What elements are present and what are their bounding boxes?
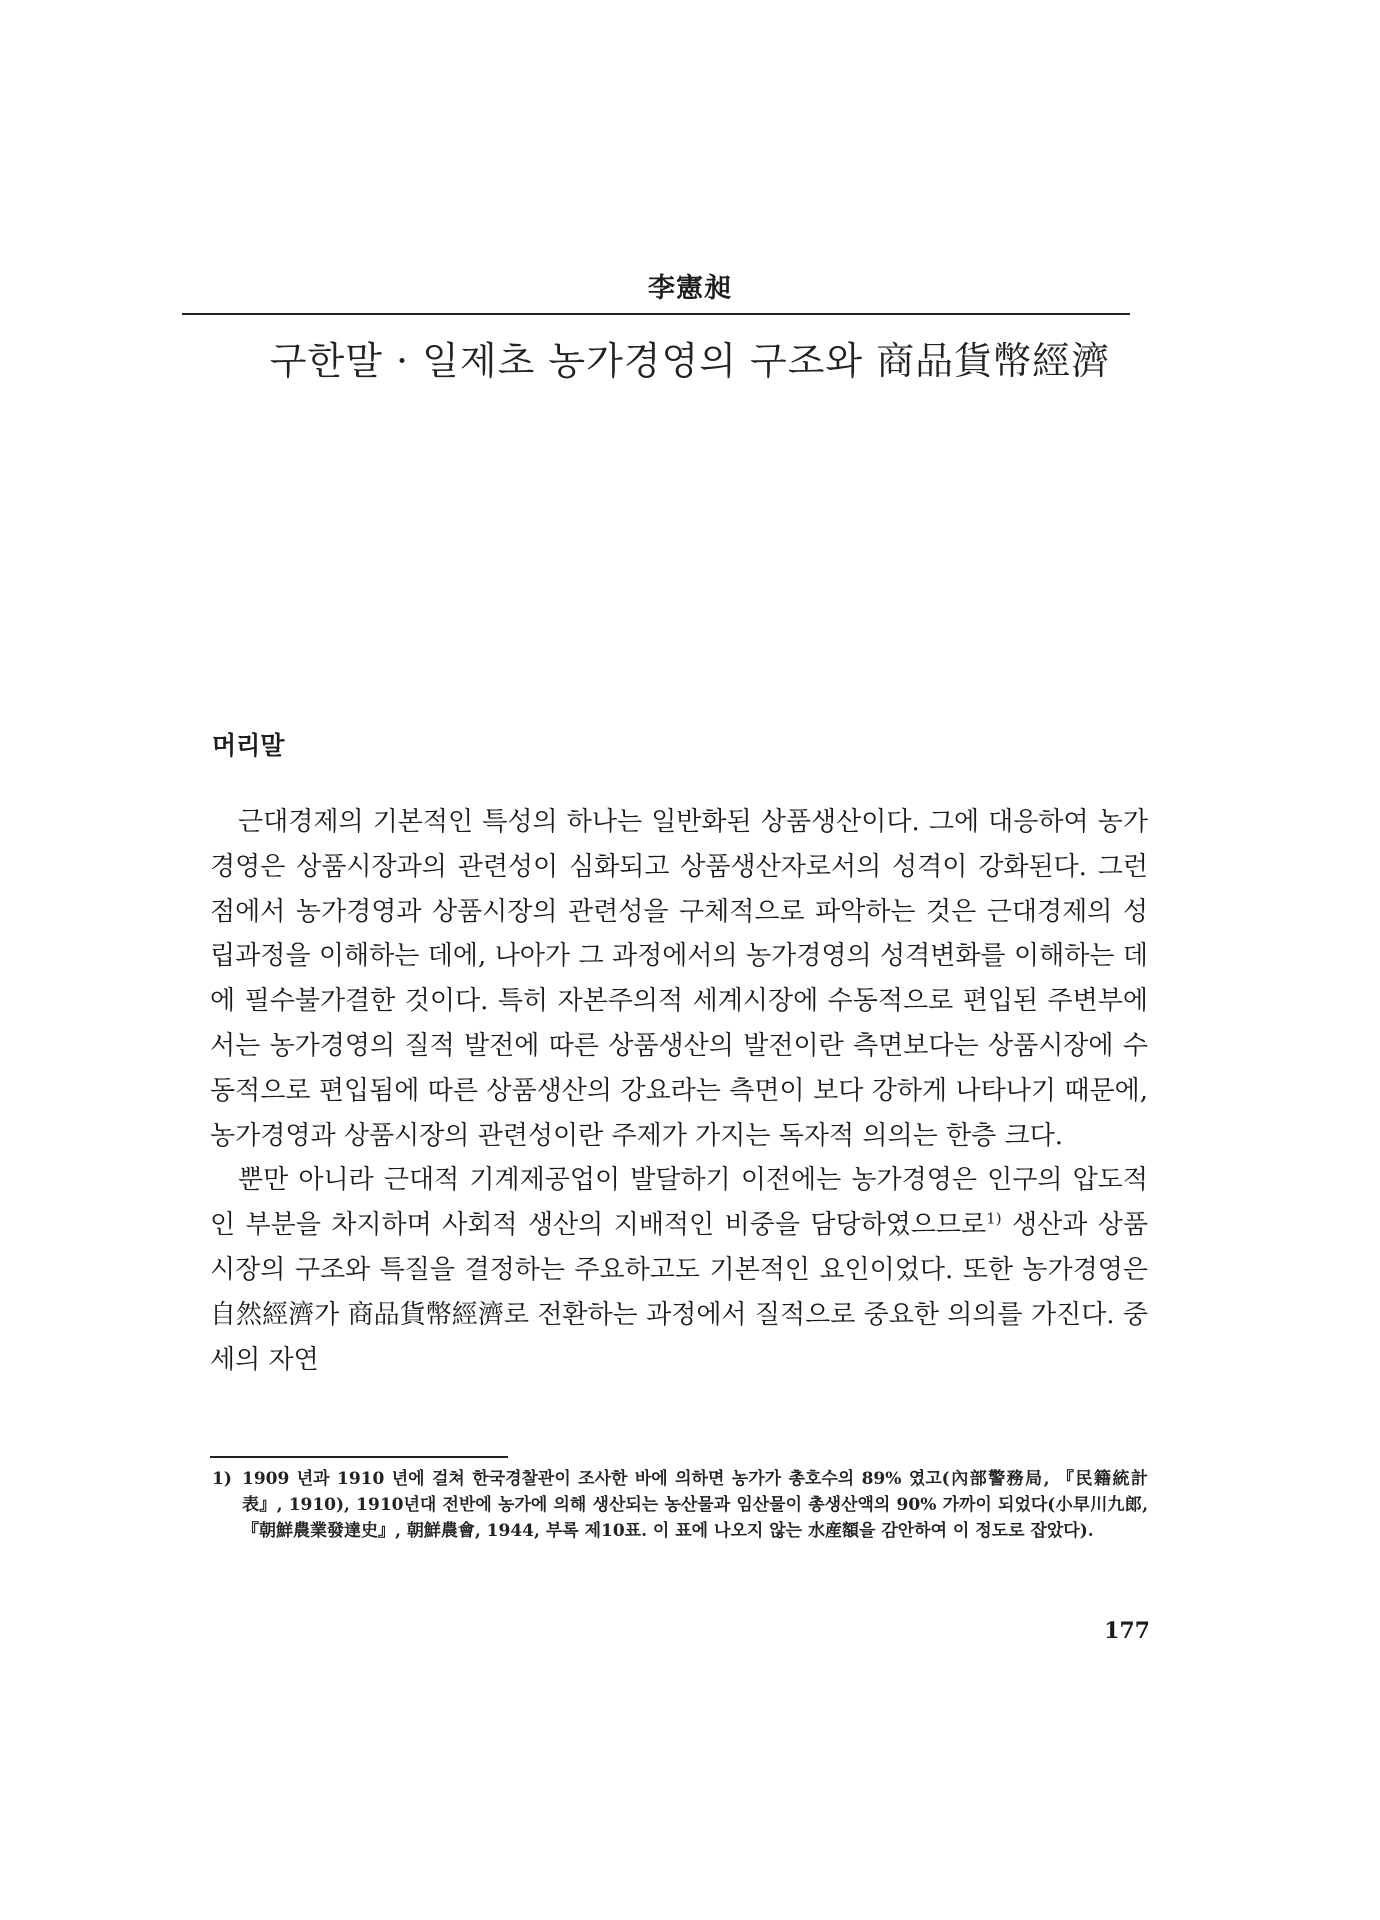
paragraph-2-part-2: 생산과 상품시장의 구조와 특질을 결정하는 주요하고도 기본적인 요인이었다. 또한 농가경영은 自然經濟가 商品貨幣經濟로 전환하는 과정에서 질적으로 중요한 의의를 가진다. 중세의 자연 — [210, 1210, 1148, 1375]
paper-title: 구한말 · 일제초 농가경영의 구조와 商品貨幣經濟 — [269, 339, 1111, 383]
body-text — [210, 800, 1148, 1382]
footnote-number: 1) — [212, 1469, 232, 1489]
footnote-reference[interactable]: 1) — [986, 1209, 1002, 1228]
footnote-text: 1909 년과 1910 년에 걸쳐 한국경찰관이 조사한 바에 의하면 농가가 총호수의 89% 였고(內部警務局, 『民籍統計表』, 1910), 1910년대 전반에 농가에 의해 생산되는 농산물과 임산물이 총생산액의 90% 가까이 되었다(小早川九郎, 『朝鮮農業發達史』, 朝鮮農會, 1944, 부록 제10표. 이 표에 나오지 않는 水産額을 감안하여 이 정도로 잡았다). — [242, 1469, 1148, 1542]
author-name: 李憲昶 — [648, 273, 732, 304]
section-heading: 머리말 — [212, 731, 285, 760]
footnote-divider — [210, 1456, 508, 1458]
body-paragraph-2 — [210, 1158, 1148, 1382]
page-number: 177 — [1104, 1618, 1150, 1644]
paragraph-2-part-1: 뿐만 아니라 근대적 기계제공업이 발달하기 이전에는 농가경영은 인구의 압도적인 부분을 차지하며 사회적 생산의 지배적인 비중을 담당하였으므로 — [210, 1165, 1148, 1241]
body-paragraph-1: 근대경제의 기본적인 특성의 하나는 일반화된 상품생산이다. 그에 대응하여 농가경영은 상품시장과의 관련성이 심화되고 상품생산자로서의 성격이 강화된다. 그런 점에서 농가경영과 상품시장의 관련성을 구체적으로 파악하는 것은 근대경제의 성립과정을 이해하는 데에, 나아가 그 과정에서의 농가경영의 성격변화를 이해하는 데에 필수불가결한 것이다. 특히 자본주의적 세계시장에 수동적으로 편입된 주변부에서는 농가경영의 질적 발전에 따른 상품생산의 발전이란 측면보다는 상품시장에 수동적으로 편입됨에 따른 상품생산의 강요라는 측면이 보다 강하게 나타나기 때문에, 농가경영과 상품시장의 관련성이란 주제가 가지는 독자적 의의는 한층 크다. — [210, 807, 1148, 1151]
footnote — [212, 1466, 1148, 1545]
title-divider — [182, 313, 1130, 315]
